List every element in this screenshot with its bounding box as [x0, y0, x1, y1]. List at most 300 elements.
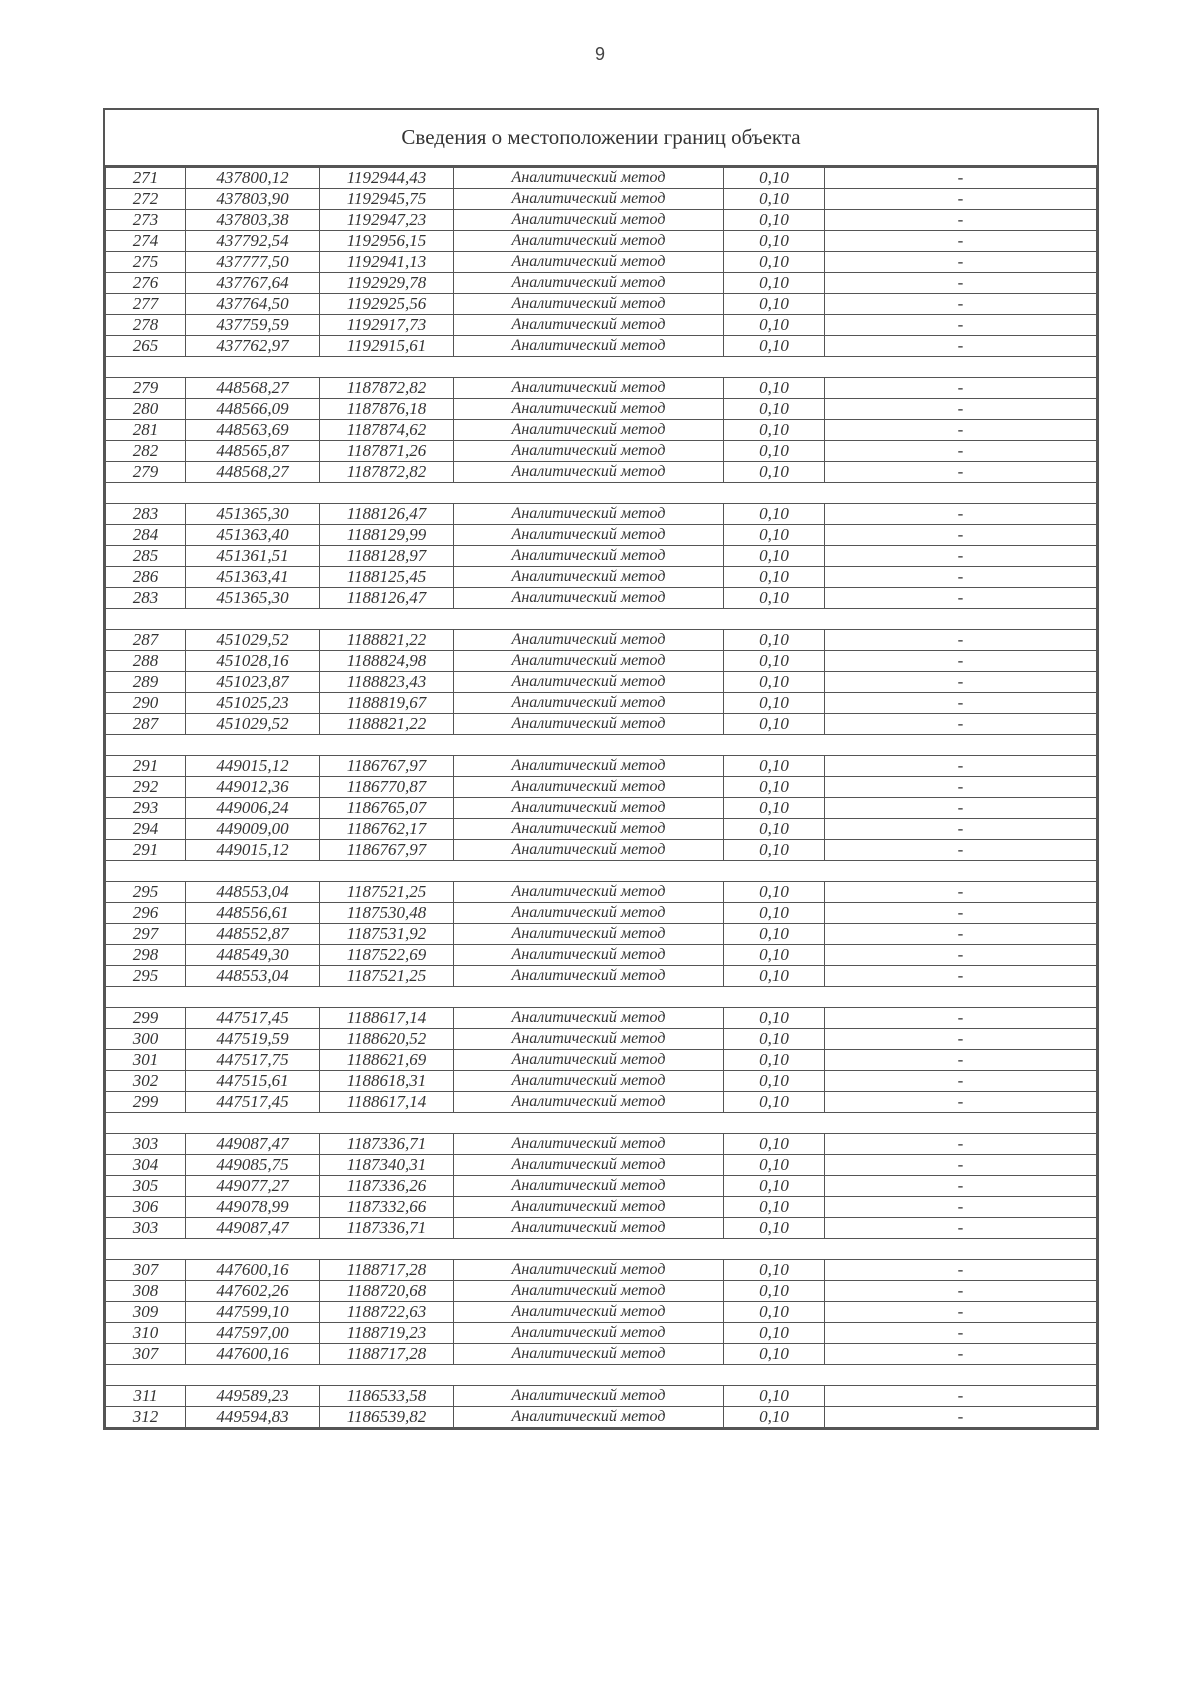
method-cell: Аналитический метод	[454, 168, 724, 189]
method-cell: Аналитический метод	[454, 1008, 724, 1029]
description-cell: -	[825, 630, 1097, 651]
table-row	[106, 1260, 1097, 1281]
point-number-cell: 304	[106, 1155, 186, 1176]
x-coordinate-cell: 448563,69	[186, 420, 320, 441]
x-coordinate-cell: 437803,90	[186, 189, 320, 210]
description-cell: -	[825, 1197, 1097, 1218]
y-coordinate-cell: 1192947,23	[320, 210, 454, 231]
point-number-cell: 309	[106, 1302, 186, 1323]
method-cell: Аналитический метод	[454, 1155, 724, 1176]
y-coordinate-cell: 1186770,87	[320, 777, 454, 798]
separator-cell	[106, 609, 1097, 630]
precision-cell: 0,10	[724, 1029, 825, 1050]
precision-cell: 0,10	[724, 336, 825, 357]
point-number-cell: 273	[106, 210, 186, 231]
description-cell: -	[825, 777, 1097, 798]
point-number-cell: 306	[106, 1197, 186, 1218]
x-coordinate-cell: 449078,99	[186, 1197, 320, 1218]
y-coordinate-cell: 1188618,31	[320, 1071, 454, 1092]
precision-cell: 0,10	[724, 210, 825, 231]
method-cell: Аналитический метод	[454, 714, 724, 735]
x-coordinate-cell: 448553,04	[186, 882, 320, 903]
method-cell: Аналитический метод	[454, 189, 724, 210]
x-coordinate-cell: 448568,27	[186, 462, 320, 483]
point-number-cell: 296	[106, 903, 186, 924]
description-cell: -	[825, 168, 1097, 189]
description-cell: -	[825, 231, 1097, 252]
x-coordinate-cell: 449589,23	[186, 1386, 320, 1407]
x-coordinate-cell: 451365,30	[186, 588, 320, 609]
precision-cell: 0,10	[724, 1071, 825, 1092]
description-cell: -	[825, 672, 1097, 693]
precision-cell: 0,10	[724, 1281, 825, 1302]
y-coordinate-cell: 1192945,75	[320, 189, 454, 210]
x-coordinate-cell: 449085,75	[186, 1155, 320, 1176]
table-row	[106, 651, 1097, 672]
table-row	[106, 819, 1097, 840]
precision-cell: 0,10	[724, 630, 825, 651]
precision-cell: 0,10	[724, 1008, 825, 1029]
x-coordinate-cell: 447517,75	[186, 1050, 320, 1071]
precision-cell: 0,10	[724, 1260, 825, 1281]
description-cell: -	[825, 651, 1097, 672]
y-coordinate-cell: 1188823,43	[320, 672, 454, 693]
x-coordinate-cell: 449087,47	[186, 1134, 320, 1155]
description-cell: -	[825, 420, 1097, 441]
point-number-cell: 310	[106, 1323, 186, 1344]
table-row	[106, 840, 1097, 861]
precision-cell: 0,10	[724, 588, 825, 609]
x-coordinate-cell: 447597,00	[186, 1323, 320, 1344]
table-row	[106, 378, 1097, 399]
point-number-cell: 288	[106, 651, 186, 672]
x-coordinate-cell: 437800,12	[186, 168, 320, 189]
precision-cell: 0,10	[724, 1134, 825, 1155]
method-cell: Аналитический метод	[454, 399, 724, 420]
description-cell: -	[825, 1050, 1097, 1071]
y-coordinate-cell: 1186539,82	[320, 1407, 454, 1428]
table-row	[106, 777, 1097, 798]
method-cell: Аналитический метод	[454, 1386, 724, 1407]
method-cell: Аналитический метод	[454, 1218, 724, 1239]
precision-cell: 0,10	[724, 525, 825, 546]
precision-cell: 0,10	[724, 420, 825, 441]
table-body	[106, 168, 1097, 1428]
y-coordinate-cell: 1188617,14	[320, 1008, 454, 1029]
x-coordinate-cell: 451365,30	[186, 504, 320, 525]
method-cell: Аналитический метод	[454, 1407, 724, 1428]
separator-cell	[106, 1365, 1097, 1386]
table-row	[106, 1155, 1097, 1176]
precision-cell: 0,10	[724, 966, 825, 987]
point-number-cell: 295	[106, 882, 186, 903]
table-row	[106, 693, 1097, 714]
table-row	[106, 525, 1097, 546]
precision-cell: 0,10	[724, 273, 825, 294]
precision-cell: 0,10	[724, 672, 825, 693]
method-cell: Аналитический метод	[454, 1302, 724, 1323]
description-cell: -	[825, 588, 1097, 609]
description-cell: -	[825, 840, 1097, 861]
y-coordinate-cell: 1188621,69	[320, 1050, 454, 1071]
y-coordinate-cell: 1187871,26	[320, 441, 454, 462]
y-coordinate-cell: 1188129,99	[320, 525, 454, 546]
y-coordinate-cell: 1187332,66	[320, 1197, 454, 1218]
table-row	[106, 1197, 1097, 1218]
description-cell: -	[825, 399, 1097, 420]
table-row	[106, 441, 1097, 462]
point-number-cell: 299	[106, 1092, 186, 1113]
table-row	[106, 1071, 1097, 1092]
method-cell: Аналитический метод	[454, 504, 724, 525]
y-coordinate-cell: 1186767,97	[320, 840, 454, 861]
point-number-cell: 275	[106, 252, 186, 273]
y-coordinate-cell: 1188819,67	[320, 693, 454, 714]
point-number-cell: 299	[106, 1008, 186, 1029]
y-coordinate-cell: 1188717,28	[320, 1260, 454, 1281]
point-number-cell: 305	[106, 1176, 186, 1197]
table-row	[106, 882, 1097, 903]
x-coordinate-cell: 447602,26	[186, 1281, 320, 1302]
precision-cell: 0,10	[724, 945, 825, 966]
table-row	[106, 588, 1097, 609]
description-cell: -	[825, 252, 1097, 273]
y-coordinate-cell: 1188620,52	[320, 1029, 454, 1050]
x-coordinate-cell: 437777,50	[186, 252, 320, 273]
y-coordinate-cell: 1192929,78	[320, 273, 454, 294]
x-coordinate-cell: 449006,24	[186, 798, 320, 819]
description-cell: -	[825, 1323, 1097, 1344]
point-number-cell: 283	[106, 504, 186, 525]
x-coordinate-cell: 448565,87	[186, 441, 320, 462]
x-coordinate-cell: 449594,83	[186, 1407, 320, 1428]
precision-cell: 0,10	[724, 168, 825, 189]
point-number-cell: 285	[106, 546, 186, 567]
point-number-cell: 292	[106, 777, 186, 798]
table-row	[106, 1386, 1097, 1407]
precision-cell: 0,10	[724, 315, 825, 336]
precision-cell: 0,10	[724, 462, 825, 483]
method-cell: Аналитический метод	[454, 819, 724, 840]
separator-cell	[106, 735, 1097, 756]
table-row	[106, 504, 1097, 525]
method-cell: Аналитический метод	[454, 378, 724, 399]
method-cell: Аналитический метод	[454, 672, 724, 693]
boundary-table	[103, 108, 1099, 1430]
point-number-cell: 291	[106, 840, 186, 861]
precision-cell: 0,10	[724, 1176, 825, 1197]
description-cell: -	[825, 1155, 1097, 1176]
y-coordinate-cell: 1192917,73	[320, 315, 454, 336]
method-cell: Аналитический метод	[454, 252, 724, 273]
method-cell: Аналитический метод	[454, 441, 724, 462]
method-cell: Аналитический метод	[454, 1281, 724, 1302]
point-number-cell: 294	[106, 819, 186, 840]
y-coordinate-cell: 1187521,25	[320, 882, 454, 903]
method-cell: Аналитический метод	[454, 546, 724, 567]
point-number-cell: 302	[106, 1071, 186, 1092]
description-cell: -	[825, 1134, 1097, 1155]
table-row	[106, 945, 1097, 966]
precision-cell: 0,10	[724, 882, 825, 903]
x-coordinate-cell: 447600,16	[186, 1260, 320, 1281]
point-number-cell: 312	[106, 1407, 186, 1428]
x-coordinate-cell: 449015,12	[186, 756, 320, 777]
method-cell: Аналитический метод	[454, 1344, 724, 1365]
precision-cell: 0,10	[724, 1218, 825, 1239]
description-cell: -	[825, 462, 1097, 483]
description-cell: -	[825, 525, 1097, 546]
y-coordinate-cell: 1188720,68	[320, 1281, 454, 1302]
method-cell: Аналитический метод	[454, 567, 724, 588]
table-row	[106, 168, 1097, 189]
description-cell: -	[825, 819, 1097, 840]
point-number-cell: 308	[106, 1281, 186, 1302]
separator-cell	[106, 357, 1097, 378]
method-cell: Аналитический метод	[454, 1323, 724, 1344]
point-number-cell: 307	[106, 1344, 186, 1365]
separator-cell	[106, 987, 1097, 1008]
table-row	[106, 798, 1097, 819]
y-coordinate-cell: 1192944,43	[320, 168, 454, 189]
group-separator-row	[106, 735, 1097, 756]
y-coordinate-cell: 1188617,14	[320, 1092, 454, 1113]
y-coordinate-cell: 1188717,28	[320, 1344, 454, 1365]
point-number-cell: 279	[106, 462, 186, 483]
table-row	[106, 1176, 1097, 1197]
method-cell: Аналитический метод	[454, 1176, 724, 1197]
x-coordinate-cell: 447517,45	[186, 1008, 320, 1029]
y-coordinate-cell: 1187336,71	[320, 1218, 454, 1239]
description-cell: -	[825, 378, 1097, 399]
point-number-cell: 307	[106, 1260, 186, 1281]
y-coordinate-cell: 1188824,98	[320, 651, 454, 672]
x-coordinate-cell: 437762,97	[186, 336, 320, 357]
method-cell: Аналитический метод	[454, 1050, 724, 1071]
y-coordinate-cell: 1188128,97	[320, 546, 454, 567]
point-number-cell: 290	[106, 693, 186, 714]
method-cell: Аналитический метод	[454, 294, 724, 315]
table-row	[106, 966, 1097, 987]
precision-cell: 0,10	[724, 189, 825, 210]
table-row	[106, 1029, 1097, 1050]
table-row	[106, 1008, 1097, 1029]
point-number-cell: 281	[106, 420, 186, 441]
method-cell: Аналитический метод	[454, 315, 724, 336]
precision-cell: 0,10	[724, 441, 825, 462]
y-coordinate-cell: 1187336,26	[320, 1176, 454, 1197]
separator-cell	[106, 1113, 1097, 1134]
point-number-cell: 291	[106, 756, 186, 777]
y-coordinate-cell: 1186762,17	[320, 819, 454, 840]
y-coordinate-cell: 1188125,45	[320, 567, 454, 588]
table-row	[106, 273, 1097, 294]
y-coordinate-cell: 1187521,25	[320, 966, 454, 987]
y-coordinate-cell: 1188821,22	[320, 630, 454, 651]
precision-cell: 0,10	[724, 1407, 825, 1428]
y-coordinate-cell: 1188126,47	[320, 588, 454, 609]
point-number-cell: 300	[106, 1029, 186, 1050]
precision-cell: 0,10	[724, 840, 825, 861]
method-cell: Аналитический метод	[454, 756, 724, 777]
precision-cell: 0,10	[724, 651, 825, 672]
x-coordinate-cell: 437764,50	[186, 294, 320, 315]
group-separator-row	[106, 1113, 1097, 1134]
method-cell: Аналитический метод	[454, 420, 724, 441]
point-number-cell: 301	[106, 1050, 186, 1071]
x-coordinate-cell: 437792,54	[186, 231, 320, 252]
method-cell: Аналитический метод	[454, 1134, 724, 1155]
y-coordinate-cell: 1188126,47	[320, 504, 454, 525]
method-cell: Аналитический метод	[454, 1029, 724, 1050]
group-separator-row	[106, 1239, 1097, 1260]
group-separator-row	[106, 861, 1097, 882]
x-coordinate-cell: 449087,47	[186, 1218, 320, 1239]
method-cell: Аналитический метод	[454, 777, 724, 798]
x-coordinate-cell: 451023,87	[186, 672, 320, 693]
x-coordinate-cell: 448566,09	[186, 399, 320, 420]
x-coordinate-cell: 447519,59	[186, 1029, 320, 1050]
group-separator-row	[106, 987, 1097, 1008]
precision-cell: 0,10	[724, 1302, 825, 1323]
method-cell: Аналитический метод	[454, 924, 724, 945]
table-row	[106, 189, 1097, 210]
table-row	[106, 546, 1097, 567]
x-coordinate-cell: 451363,41	[186, 567, 320, 588]
y-coordinate-cell: 1186533,58	[320, 1386, 454, 1407]
table-row	[106, 1407, 1097, 1428]
point-number-cell: 286	[106, 567, 186, 588]
y-coordinate-cell: 1192915,61	[320, 336, 454, 357]
method-cell: Аналитический метод	[454, 651, 724, 672]
description-cell: -	[825, 1092, 1097, 1113]
precision-cell: 0,10	[724, 924, 825, 945]
table-row	[106, 1092, 1097, 1113]
precision-cell: 0,10	[724, 777, 825, 798]
y-coordinate-cell: 1188821,22	[320, 714, 454, 735]
precision-cell: 0,10	[724, 903, 825, 924]
description-cell: -	[825, 315, 1097, 336]
description-cell: -	[825, 945, 1097, 966]
method-cell: Аналитический метод	[454, 840, 724, 861]
y-coordinate-cell: 1188719,23	[320, 1323, 454, 1344]
method-cell: Аналитический метод	[454, 210, 724, 231]
y-coordinate-cell: 1192956,15	[320, 231, 454, 252]
x-coordinate-cell: 437759,59	[186, 315, 320, 336]
description-cell: -	[825, 1029, 1097, 1050]
description-cell: -	[825, 924, 1097, 945]
method-cell: Аналитический метод	[454, 1260, 724, 1281]
table-row	[106, 714, 1097, 735]
y-coordinate-cell: 1187872,82	[320, 378, 454, 399]
y-coordinate-cell: 1187530,48	[320, 903, 454, 924]
x-coordinate-cell: 448549,30	[186, 945, 320, 966]
precision-cell: 0,10	[724, 1050, 825, 1071]
precision-cell: 0,10	[724, 1386, 825, 1407]
point-number-cell: 279	[106, 378, 186, 399]
description-cell: -	[825, 693, 1097, 714]
precision-cell: 0,10	[724, 1197, 825, 1218]
separator-cell	[106, 483, 1097, 504]
table-row	[106, 1344, 1097, 1365]
x-coordinate-cell: 437803,38	[186, 210, 320, 231]
description-cell: -	[825, 1260, 1097, 1281]
precision-cell: 0,10	[724, 1323, 825, 1344]
y-coordinate-cell: 1187340,31	[320, 1155, 454, 1176]
description-cell: -	[825, 714, 1097, 735]
description-cell: -	[825, 189, 1097, 210]
method-cell: Аналитический метод	[454, 693, 724, 714]
description-cell: -	[825, 882, 1097, 903]
precision-cell: 0,10	[724, 294, 825, 315]
precision-cell: 0,10	[724, 1344, 825, 1365]
point-number-cell: 282	[106, 441, 186, 462]
point-number-cell: 289	[106, 672, 186, 693]
point-number-cell: 278	[106, 315, 186, 336]
point-number-cell: 311	[106, 1386, 186, 1407]
description-cell: -	[825, 336, 1097, 357]
y-coordinate-cell: 1186765,07	[320, 798, 454, 819]
separator-cell	[106, 1239, 1097, 1260]
table-row	[106, 672, 1097, 693]
description-cell: -	[825, 1008, 1097, 1029]
table-row	[106, 315, 1097, 336]
x-coordinate-cell: 451361,51	[186, 546, 320, 567]
point-number-cell: 265	[106, 336, 186, 357]
method-cell: Аналитический метод	[454, 798, 724, 819]
x-coordinate-cell: 448568,27	[186, 378, 320, 399]
x-coordinate-cell: 447517,45	[186, 1092, 320, 1113]
method-cell: Аналитический метод	[454, 1197, 724, 1218]
y-coordinate-cell: 1187336,71	[320, 1134, 454, 1155]
y-coordinate-cell: 1192941,13	[320, 252, 454, 273]
table-row	[106, 567, 1097, 588]
x-coordinate-cell: 449077,27	[186, 1176, 320, 1197]
description-cell: -	[825, 294, 1097, 315]
x-coordinate-cell: 447600,16	[186, 1344, 320, 1365]
x-coordinate-cell: 451363,40	[186, 525, 320, 546]
table-row	[106, 756, 1097, 777]
x-coordinate-cell: 451029,52	[186, 630, 320, 651]
precision-cell: 0,10	[724, 252, 825, 273]
table-row	[106, 336, 1097, 357]
table-row	[106, 924, 1097, 945]
table-row	[106, 294, 1097, 315]
method-cell: Аналитический метод	[454, 630, 724, 651]
table-row	[106, 210, 1097, 231]
description-cell: -	[825, 1386, 1097, 1407]
description-cell: -	[825, 1218, 1097, 1239]
y-coordinate-cell: 1188722,63	[320, 1302, 454, 1323]
method-cell: Аналитический метод	[454, 1092, 724, 1113]
table-row	[106, 231, 1097, 252]
precision-cell: 0,10	[724, 693, 825, 714]
x-coordinate-cell: 448556,61	[186, 903, 320, 924]
description-cell: -	[825, 504, 1097, 525]
x-coordinate-cell: 448553,04	[186, 966, 320, 987]
method-cell: Аналитический метод	[454, 945, 724, 966]
point-number-cell: 280	[106, 399, 186, 420]
table-row	[106, 630, 1097, 651]
method-cell: Аналитический метод	[454, 273, 724, 294]
precision-cell: 0,10	[724, 1092, 825, 1113]
table-row	[106, 1302, 1097, 1323]
x-coordinate-cell: 451028,16	[186, 651, 320, 672]
method-cell: Аналитический метод	[454, 462, 724, 483]
table-row	[106, 462, 1097, 483]
method-cell: Аналитический метод	[454, 882, 724, 903]
point-number-cell: 297	[106, 924, 186, 945]
